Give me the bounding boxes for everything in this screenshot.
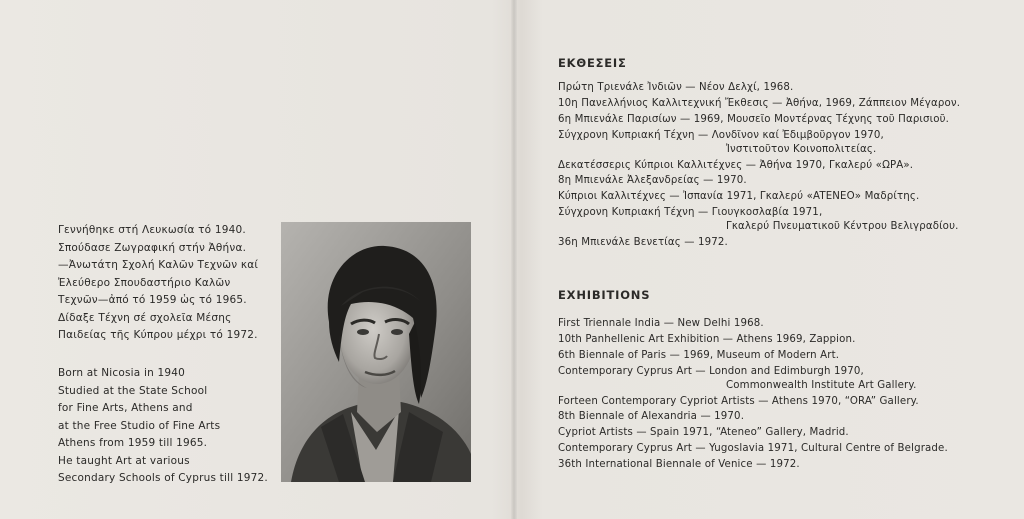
bio-english-line: Studied at the State School [58, 384, 208, 397]
list-item [558, 332, 948, 348]
exhibition-entry: Σύγχρονη Κυπριακή Τέχνη — Λονδῖνον καί Ἐδιμβοῦργον 1970, [558, 129, 884, 141]
list-item [558, 425, 948, 441]
list-item [558, 205, 960, 235]
list-item [558, 441, 948, 457]
list-item [558, 173, 960, 189]
exhibition-entry: 10th Panhellenic Art Exhibition — Athens 1969, Zappion. [558, 333, 856, 345]
exhibition-entry: First Triennale India — New Delhi 1968. [558, 318, 764, 329]
exhibition-entry: Contemporary Cyprus Art — London and Edimburgh 1970, [558, 365, 864, 377]
list-item [558, 80, 960, 96]
exhibition-entry: 10η Πανελλήνιος Καλλιτεχνική Ἔκθεσις — Ἀθήνα, 1969, Ζάππειον Μέγαρον. [558, 97, 961, 109]
bio-english-line: Athens from 1959 till 1965. [58, 437, 208, 449]
list-item [558, 235, 960, 251]
exhibition-entry: 36th International Biennale of Venice — 1972. [558, 459, 800, 471]
exhibition-entry: 8η Μπιενάλε Ἀλεξανδρείας — 1970. [558, 175, 747, 187]
list-item [558, 128, 960, 158]
bio-greek-line: Σπούδασε Ζωγραφική στήν Ἀθήνα. [58, 241, 247, 254]
list-item [558, 409, 948, 425]
list-item [558, 316, 948, 332]
list-item [558, 394, 948, 410]
bio-english-line: for Fine Arts, Athens and [58, 402, 193, 414]
list-item [558, 457, 948, 473]
exhibition-entry: Δεκατέσσερις Κύπριοι Καλλιτέχνες — Ἀθήνα 1970, Γκαλερύ «ΩΡΑ». [558, 159, 914, 171]
bio-english-line: at the Free Studio of Fine Arts [58, 419, 221, 432]
biography-greek [58, 222, 258, 345]
exhibition-entry: Κύπριοι Καλλιτέχνες — Ἰσπανία 1971, Γκαλερύ «ATENEO» Μαδρίτης. [558, 191, 920, 203]
greek-exhibitions-heading: ΕΚΘΕΣΕΙΣ [558, 56, 627, 70]
bio-greek-line: —Ἀνωτάτη Σχολή Καλῶν Τεχνῶν καί [58, 259, 259, 271]
exhibition-entry: Forteen Contemporary Cypriot Artists — Athens 1970, “ORA” Gallery. [558, 395, 919, 407]
list-item [558, 189, 960, 205]
exhibition-entry: 8th Biennale of Alexandria — 1970. [558, 411, 745, 423]
exhibition-entry: 36η Μπιενάλε Βενετίας — 1972. [558, 237, 728, 249]
exhibition-entry-continuation: Ἰνστιτοῦτον Κοινοπολιτείας. [726, 143, 877, 155]
bio-english-line: Born at Nicosia in 1940 [58, 367, 186, 379]
exhibition-entry: Πρώτη Τριενάλε Ἰνδιῶν — Νέον Δελχί, 1968. [558, 82, 794, 93]
exhibition-entry: 6η Μπιενάλε Παρισίων — 1969, Μουσεῖο Μοντέρνας Τέχνης τοῦ Παρισιοῦ. [558, 113, 950, 125]
exhibition-entry: Cypriot Artists — Spain 1971, “Ateneo” Gallery, Madrid. [558, 427, 849, 439]
list-item [558, 348, 948, 364]
greek-exhibitions-list [558, 80, 960, 251]
exhibition-entry: 6th Biennale of Paris — 1969, Museum of Modern Art. [558, 349, 840, 361]
list-item [558, 158, 960, 174]
list-item [558, 96, 960, 112]
bio-greek-line: Γεννήθηκε στή Λευκωσία τό 1940. [58, 224, 246, 236]
bio-english-line: He taught Art at various [58, 454, 190, 467]
bio-greek-line: Δίδαξε Τέχνη σέ σχολεῖα Μέσης [58, 311, 232, 324]
bio-greek-line: Ἐλεύθερο Σπουδαστήριο Καλῶν [58, 276, 231, 289]
english-exhibitions-list [558, 316, 948, 473]
list-item [558, 112, 960, 128]
exhibition-entry: Σύγχρονη Κυπριακή Τέχνη — Γιουγκοσλαβία 1971, [558, 207, 823, 219]
bio-greek-line: Παιδείας τῆς Κύπρου μέχρι τό 1972. [58, 329, 258, 341]
artist-portrait-photo [281, 222, 471, 482]
page-fold [511, 0, 517, 519]
biography-english [58, 365, 268, 488]
list-item [558, 364, 948, 394]
english-exhibitions-heading: EXHIBITIONS [558, 288, 651, 302]
bio-greek-line: Τεχνῶν—ἀπό τό 1959 ὡς τό 1965. [58, 294, 247, 306]
exhibition-entry: Contemporary Cyprus Art — Yugoslavia 1971, Cultural Centre of Belgrade. [558, 443, 948, 455]
bio-english-line: Secondary Schools of Cyprus till 1972. [58, 472, 268, 484]
exhibition-entry-continuation: Γκαλερύ Πνευματικοῦ Κέντρου Βελιγραδίου. [726, 221, 959, 233]
exhibition-entry-continuation: Commonwealth Institute Art Gallery. [726, 379, 917, 391]
